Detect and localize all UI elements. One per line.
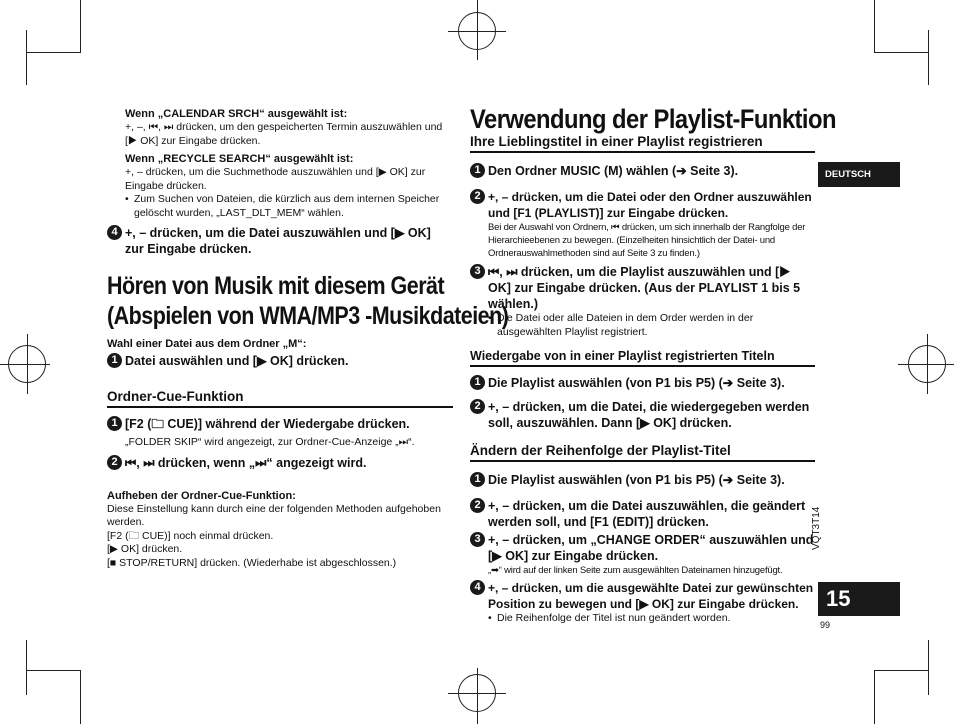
select-step [107,353,453,369]
crop-mark [874,52,929,53]
bullet-text: Die Datei oder alle Dateien in dem Order werden in der ausgewählten Playlist registriert. [497,312,754,338]
step-text: ⏮, ⏭ drücken, wenn „⏭“ angezeigt wird. [125,455,367,470]
order-step-4-bullet [488,612,815,626]
crop-mark [874,0,875,52]
step-text: +, – drücken, um „CHANGE ORDER“ auszuwählen und [▶ OK] zur Eingabe drücken. [488,533,814,563]
bullet-text: Die Reihenfolge der Titel ist nun geändert worden. [497,612,731,624]
calendar-heading: Wenn „CALENDAR SRCH“ ausgewählt ist: [125,108,348,120]
step-number: 1 [470,375,485,390]
step-number: 2 [470,399,485,414]
cancel-line-2: [▶ OK] drücken. [107,543,183,555]
step-number: 3 [470,264,485,279]
recycle-bullet-text: Zum Suchen von Dateien, die kürzlich aus dem internen Speicher gelöscht wurden, „LAST_DLT_MEM“ wählen. [134,193,440,219]
cue-step-1-note: „FOLDER SKIP“ wird angezeigt, zur Ordner-Cue-Anzeige „⏭“. [125,436,415,448]
registration-mark [27,334,28,394]
crop-mark [80,670,81,724]
step-text: +, – drücken, um die Datei, die wiedergegeben werden soll, auszuwählen. Dann [▶ OK] drücken. [488,400,810,430]
recycle-bullet [125,193,453,220]
cue-step-2 [107,455,453,471]
step-number: 1 [470,472,485,487]
section-title-line2: (Abspielen von WMA/MP3 -Musikdateien) [107,302,509,330]
crop-mark [26,670,81,671]
step-number: 1 [107,353,122,368]
step-number: 2 [107,455,122,470]
section-heading-register: Ihre Lieblingstitel in einer Playlist registrieren [470,134,815,153]
order-step-1 [470,472,815,488]
model-code [810,506,824,550]
order-step-2 [470,498,815,530]
step-text: +, – drücken, um die Datei auszuwählen und [▶ OK] zur Eingabe drücken. [125,226,431,256]
register-step-2 [470,189,815,221]
step-text: Datei auswählen und [▶ OK] drücken. [125,354,349,368]
crop-mark [928,640,929,695]
playback-step-2 [470,399,815,431]
section-heading-playback: Wiedergabe von in einer Playlist registrierten Titeln [470,349,815,367]
page-small-number: 99 [820,620,831,630]
step-4 [107,225,453,257]
crop-mark [874,670,875,724]
page-title: Verwendung der Playlist-Funktion [470,104,836,134]
step-text: +, – drücken, um die Datei auszuwählen, die geändert werden soll, und [F1 (EDIT)] drücken. [488,499,806,529]
language-tab [818,162,900,187]
cancel-heading: Aufheben der Ordner-Cue-Funktion: [107,489,296,502]
step-text: +, – drücken, um die ausgewählte Datei zur gewünschten Position zu bewegen und [▶ OK] zur Eingabe drücken. [488,581,814,611]
crop-mark [26,640,27,695]
step-number: 2 [470,498,485,513]
language-tab-label: DEUTSCH [825,169,871,180]
step-number: 2 [470,189,485,204]
recycle-text: +, – drücken, um die Suchmethode auszuwählen und [▶ OK] zur Eingabe drücken. [125,166,426,192]
register-step-1 [470,163,815,179]
registration-mark [477,668,478,724]
registration-mark [477,0,478,60]
cancel-intro: Diese Einstellung kann durch eine der folgenden Methoden aufgehoben werden. [107,502,441,528]
step-number: 3 [470,532,485,547]
step-text: Die Playlist auswählen (von P1 bis P5) (➔ Seite 3). [488,473,785,487]
registration-mark [0,364,50,365]
step-text: +, – drücken, um die Datei oder den Ordner auszuwählen und [F1 (PLAYLIST)] zur Eingabe drücken. [488,190,812,220]
select-heading: Wahl einer Datei aus dem Ordner „M“: [107,338,307,350]
page-number: 15 [826,586,851,611]
order-step-3 [470,532,815,564]
cue-step-1 [107,416,453,432]
register-step-3 [470,264,815,312]
cancel-line-3: [■ STOP/RETURN] drücken. (Wiederhabe ist abgeschlossen.) [107,556,397,569]
registration-mark [927,334,928,394]
cancel-line-1: [F2 (🗀 CUE)] noch einmal drücken. [107,529,274,542]
recycle-heading: Wenn „RECYCLE SEARCH“ ausgewählt ist: [125,153,354,165]
register-step-2-note: Bei der Auswahl von Ordnern, ⏮ drücken, um sich innerhalb der Rangfolge der Hierarchieebenen zu bewegen. (Einzelheiten hinsichtlich der Datei- und Ordnerauswahlmethoden sind auf Seite 3 zu finden.) [488,222,806,259]
crop-mark [928,30,929,85]
crop-mark [26,52,81,53]
order-step-4 [470,580,815,612]
crop-mark [26,30,27,85]
crop-mark [80,0,81,52]
section-title-line1: Hören von Musik mit diesem Gerät [107,272,445,300]
page-number-tab [818,582,900,616]
calendar-text: +, –, ⏮, ⏭ drücken, um den gespeicherten Termin auszuwählen und [▶ OK] zur Eingabe drücken. [125,121,443,147]
section-heading-order: Ändern der Reihenfolge der Playlist-Titel [470,443,815,462]
step-text: Den Ordner MUSIC (M) wählen (➔ Seite 3). [488,164,739,178]
step-text: ⏮, ⏭ drücken, um die Playlist auszuwählen und [▶ OK] zur Eingabe drücken. (Aus der PLAYLIST 1 bis 5 wählen.) [488,265,801,311]
step-number: 1 [470,163,485,178]
register-step-3-bullet [488,312,815,339]
crop-mark [874,670,929,671]
step-number: 4 [470,580,485,595]
step-text: [F2 (🗀 CUE)] während der Wiedergabe drücken. [125,417,410,431]
playback-step-1 [470,375,815,391]
step-number: 4 [107,225,122,240]
registration-mark [898,364,954,365]
step-number: 1 [107,416,122,431]
order-step-3-note: „➡“ wird auf der linken Seite zum ausgewählten Dateinamen hinzugefügt. [488,565,783,576]
step-text: Die Playlist auswählen (von P1 bis P5) (➔ Seite 3). [488,376,785,390]
cue-section-heading: Ordner-Cue-Funktion [107,389,453,408]
model-code-text: VQT3T14 [811,506,822,550]
left-column [107,107,509,570]
